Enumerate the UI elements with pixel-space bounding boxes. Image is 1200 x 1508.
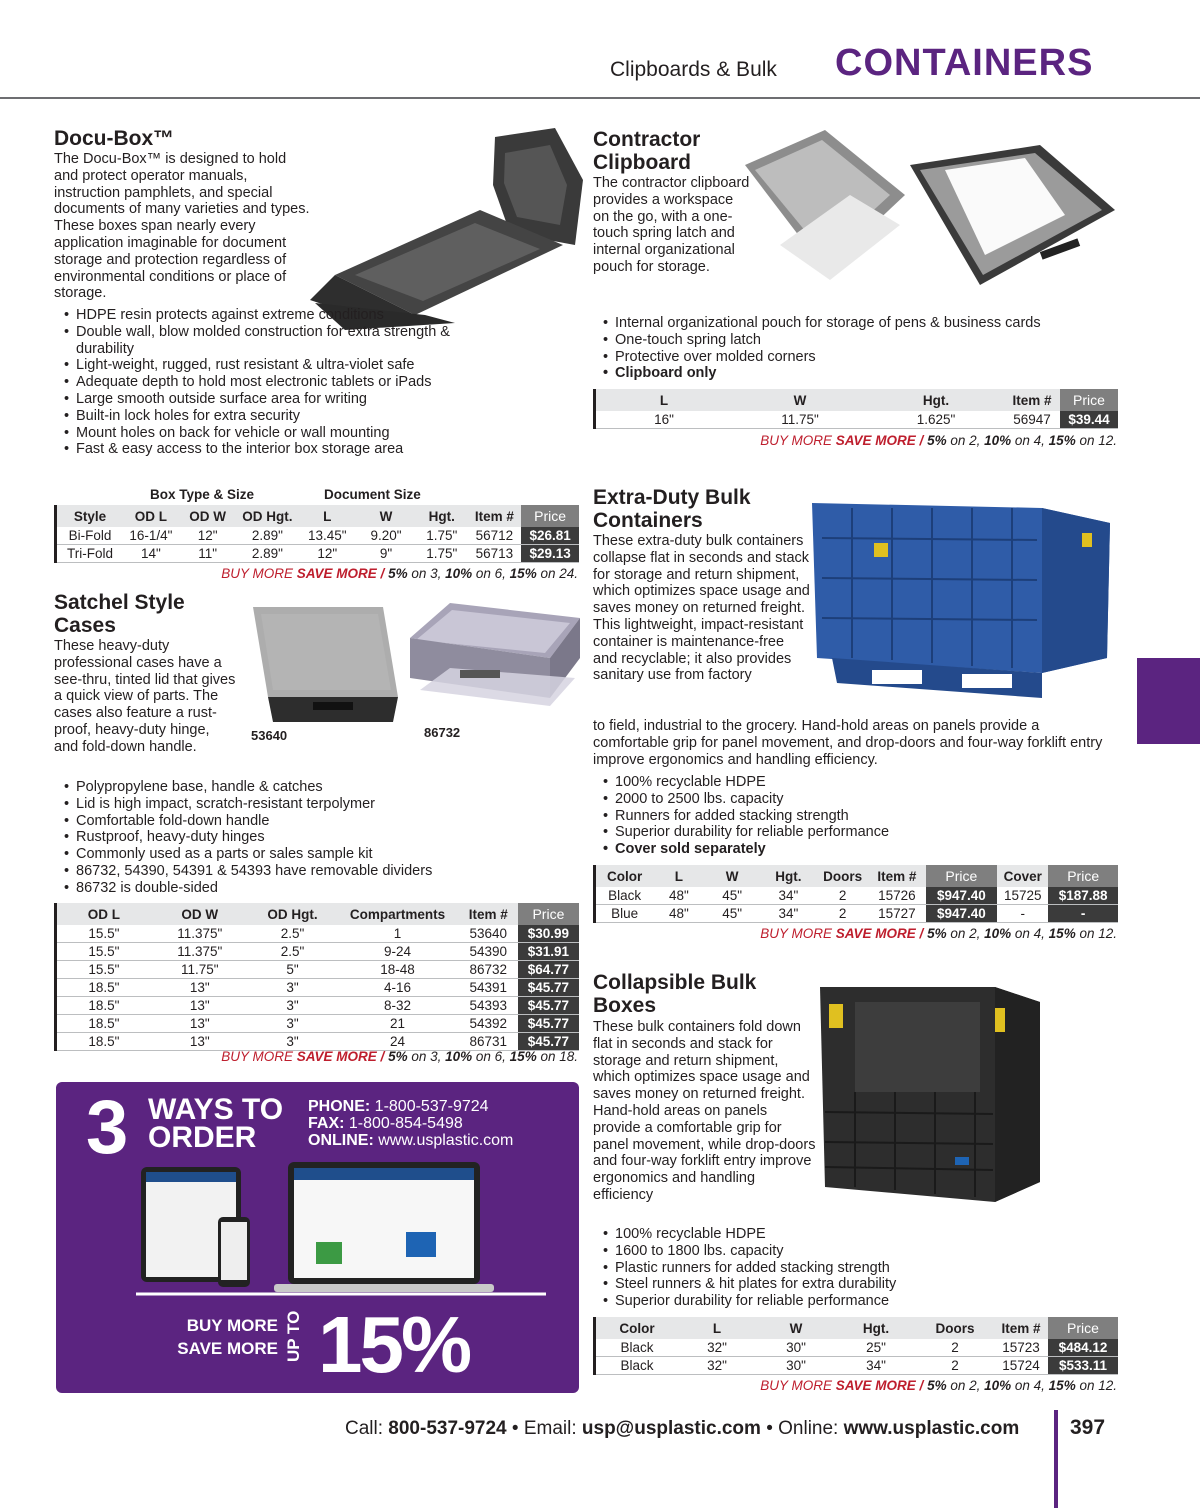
promo-text: 5% (927, 926, 947, 941)
cell: 18.5" (88, 980, 120, 995)
col-header: OD L (134, 508, 167, 524)
promo-text: on 12. (1075, 1378, 1117, 1393)
cell: 2.89" (251, 528, 283, 543)
feature-item: • Built-in lock holes for extra security (54, 408, 494, 425)
feature-item: • Cover sold separately (593, 841, 1113, 858)
cell: 11.75" (180, 962, 219, 977)
col-header: Item # (468, 906, 508, 922)
cell: 16-1/4" (129, 528, 173, 543)
phone-label: PHONE: (308, 1098, 371, 1115)
promo-text: 5% (927, 433, 947, 448)
cell: Blue (611, 906, 639, 921)
case-86732-image (410, 598, 580, 728)
table-row (57, 545, 579, 563)
footer-web-link[interactable]: www.usplastic.com (843, 1418, 1020, 1439)
promo-text: 15% (509, 566, 537, 581)
promo-text: 10% (984, 1378, 1012, 1393)
cell: 13" (189, 1016, 210, 1031)
satchel-title: Satchel Style Cases (54, 591, 185, 637)
cell: 18-48 (380, 962, 415, 977)
col-header: Cover (1003, 868, 1042, 884)
promo-text: 15% (1048, 1378, 1076, 1393)
cell: 30" (786, 1358, 806, 1373)
docubox-desc: The Docu-Box™ is designed to hold and protect operator manuals, instruction pamphlets, and special documents of many varieties and types. These boxes span nearly every application imaginable for document storage and protection regardless of environmental conditions or place of storage. (54, 151, 310, 302)
phone-value: 1-800-537-9724 (370, 1098, 489, 1115)
promo-text: on 2, (946, 926, 985, 941)
ways-to-order-banner (56, 1082, 579, 1393)
cell: 30" (786, 1340, 806, 1355)
promo-text: SAVE MORE / (296, 566, 389, 581)
cell: 15724 (1002, 1358, 1040, 1373)
footer-contact (345, 1418, 1019, 1440)
cell: 45" (722, 906, 743, 921)
order-number: 3 (86, 1085, 129, 1170)
price-cell: $64.77 (518, 961, 579, 979)
promo-text: BUY MORE (221, 1049, 297, 1064)
table-group-label: Box Type & Size (150, 487, 255, 502)
feature-item: • Commonly used as a parts or sales sample kit (54, 846, 494, 863)
cell: 53640 (469, 926, 508, 941)
cell: 9.20" (370, 528, 402, 543)
price-cell: $187.88 (1048, 887, 1118, 905)
promo-text: 15% (509, 1049, 537, 1064)
table-row (57, 979, 579, 997)
price-cell: $30.99 (518, 925, 579, 943)
promo-text: on 2, (946, 433, 985, 448)
cell: 24 (390, 1034, 406, 1049)
cell: 14" (140, 546, 161, 561)
feature-item: • HDPE resin protects against extreme conditions (54, 307, 494, 324)
price-cell: $45.77 (518, 979, 579, 997)
promo-text: on 12. (1075, 926, 1117, 941)
promo-text: 15% (1048, 926, 1076, 941)
extraduty-features (593, 774, 1113, 858)
promo-text: on 4, (1011, 926, 1049, 941)
feature-item: • Lid is high impact, scratch-resistant terpolymer (54, 796, 494, 813)
clipboard-table-wrap (593, 389, 1118, 429)
cell: 54392 (469, 1016, 508, 1031)
col-header: L (674, 868, 684, 884)
satchel-desc: These heavy-duty professional cases have a see-thru, tinted lid that gives a quick view of parts. The cases also feature a rust-proof, heavy-duty hinge, and fold-down handle. (54, 638, 236, 755)
promo-text: SAVE MORE / (835, 1378, 928, 1393)
col-header: OD Hgt. (242, 508, 293, 524)
cell: 15.5" (88, 944, 120, 959)
docubox-title: Docu-Box™ (54, 127, 175, 150)
cell: 15725 (1004, 888, 1042, 903)
cell: 2 (951, 1340, 959, 1355)
cell: 15727 (878, 906, 916, 921)
table-row (596, 905, 1118, 923)
col-header: W (793, 392, 807, 408)
save-text: SAVE MORE (177, 1339, 278, 1358)
price-cell: $29.13 (521, 545, 579, 563)
feature-item: • Protective over molded corners (593, 349, 1113, 366)
feature-item: • Superior durability for reliable performance (593, 824, 1113, 841)
docubox-image (305, 125, 585, 330)
cell: Black (608, 888, 642, 903)
promo-text: SAVE MORE / (835, 433, 928, 448)
promo-text: 10% (984, 433, 1012, 448)
promo-text: on 4, (1011, 1378, 1049, 1393)
cell: 1.625" (916, 412, 956, 427)
price-cell: $947.40 (926, 887, 998, 905)
col-header: Item # (877, 868, 917, 884)
feature-item: • Plastic runners for added stacking strength (593, 1260, 1113, 1277)
cell: - (1020, 906, 1026, 921)
feature-item: • Steel runners & hit plates for extra durability (593, 1276, 1113, 1293)
cell: 2 (951, 1358, 959, 1373)
clipboard-desc: The contractor clipboard provides a workspace on the go, with a one-touch spring latch and internal organizational pouch for storage. (593, 175, 750, 275)
order-ways: WAYS TO (148, 1093, 284, 1126)
cell: 86731 (469, 1034, 508, 1049)
feature-item: • Clipboard only (593, 365, 1113, 382)
cell: 3" (286, 998, 299, 1013)
cell: 15.5" (88, 926, 120, 941)
cell: 1.75" (426, 528, 458, 543)
cell: 2.5" (280, 944, 305, 959)
promo-text: on 3, (407, 1049, 446, 1064)
feature-item: • Internal organizational pouch for storage of pens & business cards (593, 315, 1113, 332)
col-header: Compartments (349, 906, 446, 922)
collapsible-features (593, 1226, 1113, 1310)
cell: 11" (198, 546, 217, 561)
collapsible-table-wrap (593, 1317, 1118, 1375)
cell: 3" (286, 980, 299, 995)
online-value: www.usplastic.com (373, 1132, 514, 1149)
cell: 3" (286, 1034, 299, 1049)
extraduty-desc-cont: to field, industrial to the grocery. Hand-hold areas on panels provide a comfortable grip for panel movement, and drop-doors and four-way forklift entry improve ergonomics and handling efficiency. (593, 718, 1103, 768)
cell: 54393 (469, 998, 508, 1013)
footer-divider (1054, 1410, 1058, 1508)
footer-phone-link[interactable]: 800-537-9724 (388, 1418, 507, 1439)
page-number: 397 (1070, 1416, 1106, 1439)
satchel-features (54, 779, 494, 897)
table-row (57, 925, 579, 943)
cell: 48" (668, 906, 689, 921)
cell: Black (620, 1340, 654, 1355)
cell: 13.45" (307, 528, 347, 543)
table-row (57, 961, 579, 979)
cell: 18.5" (88, 998, 120, 1013)
promo-text: 10% (445, 566, 473, 581)
cell: 15723 (1002, 1340, 1040, 1355)
feature-item: • Runners for added stacking strength (593, 808, 1113, 825)
footer-email-link[interactable]: usp@usplastic.com (581, 1418, 761, 1439)
clipboard-title: Contractor Clipboard (593, 128, 701, 174)
col-header: L (712, 1320, 722, 1336)
feature-item: • Fast & easy access to the interior box storage area (54, 441, 494, 458)
table-row (596, 411, 1118, 429)
header-rule (0, 97, 1200, 99)
cell: 2 (838, 888, 847, 903)
volume-discount (593, 433, 1117, 448)
col-header: OD W (181, 906, 219, 922)
devices-image (136, 1162, 546, 1297)
promo-text: BUY MORE (221, 566, 297, 581)
cell: 1.75" (426, 546, 458, 561)
extraduty-container-image (812, 498, 1112, 698)
col-header: Hgt. (862, 1320, 890, 1336)
cell: 34" (778, 888, 799, 903)
col-header: Doors (935, 1320, 975, 1336)
price-cell: $533.11 (1048, 1357, 1118, 1375)
col-header: Price (521, 505, 579, 527)
cell: 5" (286, 962, 299, 977)
cell: 56713 (475, 546, 514, 561)
collapsible-price-table (596, 1317, 1118, 1375)
table-row (596, 1357, 1118, 1375)
promo-text: on 6, (472, 566, 510, 581)
feature-item: • Superior durability for reliable performance (593, 1293, 1113, 1310)
col-header: Hgt. (775, 868, 802, 884)
feature-item: • 100% recyclable HDPE (593, 774, 1113, 791)
col-header: Price (926, 865, 998, 887)
col-header: Item # (474, 508, 514, 524)
cell: 12" (317, 546, 338, 561)
price-cell: $45.77 (518, 997, 579, 1015)
promo-text: on 12. (1075, 433, 1117, 448)
table-row (57, 943, 579, 961)
cell: 18.5" (88, 1016, 120, 1031)
case-label: 53640 (251, 728, 288, 743)
up-to-label: UP TO (284, 1310, 303, 1362)
feature-item: • Rustproof, heavy-duty hinges (54, 829, 494, 846)
col-header: W (789, 1320, 803, 1336)
promo-text: 10% (445, 1049, 473, 1064)
feature-item: • One-touch spring latch (593, 332, 1113, 349)
table-row (596, 1339, 1118, 1357)
table-row (57, 1015, 579, 1033)
col-header: W (725, 868, 739, 884)
cell: 25" (866, 1340, 886, 1355)
volume-discount (54, 1049, 578, 1064)
cell: 8-32 (384, 998, 412, 1013)
cell: 54391 (469, 980, 508, 995)
cell: 86732 (469, 962, 508, 977)
col-header: Style (73, 508, 107, 524)
cell: 13" (189, 980, 210, 995)
cell: 2 (838, 906, 847, 921)
cell: 12" (197, 528, 218, 543)
cell: 2.5" (280, 926, 305, 941)
cell: 54390 (469, 944, 508, 959)
cell: 9" (379, 546, 393, 561)
footer-text: Call: (345, 1418, 389, 1439)
cell: 9-24 (384, 944, 412, 959)
cell: Bi-Fold (68, 528, 112, 543)
table-row (57, 1033, 579, 1051)
online-label: ONLINE: (308, 1132, 374, 1149)
price-cell: $31.91 (518, 943, 579, 961)
col-header: Item # (1012, 392, 1052, 408)
section-subtitle: Clipboards & Bulk (610, 58, 777, 81)
promo-text: on 24. (536, 566, 578, 581)
col-header: Doors (823, 868, 863, 884)
cell: 1 (393, 926, 402, 941)
price-cell: $26.81 (521, 527, 579, 545)
cell: 34" (866, 1358, 886, 1373)
promo-text: on 2, (946, 1378, 985, 1393)
satchel-price-table (57, 903, 579, 1051)
collapsible-box-image (815, 982, 1045, 1214)
col-header: OD W (189, 508, 226, 524)
promo-text: 10% (984, 926, 1012, 941)
price-cell: $484.12 (1048, 1339, 1118, 1357)
col-header: Price (1048, 1317, 1118, 1339)
collapsible-desc: These bulk containers fold down flat in seconds and stack for storage and return shipment, which optimizes space usage and saves money on returned freight. Hand-hold areas on panels provide a comfortable grip for panel movement, while drop-doors and four-way forklift entry improve ergonomics and handling efficiency (593, 1019, 816, 1203)
fax-value: 1-800-854-5498 (344, 1115, 463, 1132)
cell: 45" (722, 888, 743, 903)
cell: 21 (390, 1016, 406, 1031)
cell: 18.5" (88, 1034, 120, 1049)
docubox-price-table (57, 505, 579, 563)
feature-item: • Adequate depth to hold most electronic tablets or iPads (54, 374, 494, 391)
promo-text: BUY MORE (760, 433, 836, 448)
cell: 32" (707, 1358, 727, 1373)
feature-item: • Large smooth outside surface area for writing (54, 391, 494, 408)
col-header: W (379, 508, 393, 524)
col-header: L (323, 508, 332, 524)
promo-text: 5% (388, 1049, 408, 1064)
feature-item: • 2000 to 2500 lbs. capacity (593, 791, 1113, 808)
promo-text: BUY MORE (760, 1378, 836, 1393)
cell: 16" (654, 412, 674, 427)
price-cell: - (1048, 905, 1118, 923)
clipboard-image (740, 125, 1120, 305)
price-cell: $947.40 (926, 905, 998, 923)
table-row (596, 887, 1118, 905)
cell: 2.89" (251, 546, 283, 561)
col-header: Item # (1001, 1320, 1041, 1336)
order-phone[interactable] (308, 1098, 578, 1115)
price-cell: $45.77 (518, 1033, 579, 1051)
docubox-table-wrap (54, 505, 579, 563)
col-header: Price (1048, 865, 1118, 887)
order-order: ORDER (148, 1121, 257, 1154)
feature-item: • 100% recyclable HDPE (593, 1226, 1113, 1243)
extraduty-price-table (596, 865, 1118, 923)
satchel-table-wrap (54, 903, 579, 1051)
cell: 15726 (878, 888, 916, 903)
volume-discount (593, 926, 1117, 941)
cell: 34" (778, 906, 799, 921)
cell: 13" (189, 998, 210, 1013)
col-header: Color (607, 868, 643, 884)
order-online[interactable] (308, 1132, 578, 1149)
col-header: L (659, 392, 669, 408)
fax-label: FAX: (308, 1115, 345, 1132)
footer-text: • Online: (760, 1418, 844, 1439)
feature-item: • Double wall, blow molded construction for extra strength & durability (54, 324, 494, 358)
feature-item: • 86732, 54390, 54391 & 54393 have removable dividers (54, 863, 494, 880)
extraduty-desc: These extra-duty bulk containers collapse flat in seconds and stack for storage and return shipment, which optimizes space usage and saves money on returned freight. This lightweight, impact-resistant container is maintenance-free and recyclable; it also provides sanitary use from factory (593, 533, 810, 684)
cell: 15.5" (88, 962, 120, 977)
col-header: OD Hgt. (267, 906, 318, 922)
price-cell: $45.77 (518, 1015, 579, 1033)
col-header: Color (619, 1320, 655, 1336)
cell: 3" (286, 1016, 299, 1031)
order-fax[interactable] (308, 1115, 578, 1132)
promo-text: SAVE MORE / (296, 1049, 389, 1064)
side-tab (1137, 658, 1200, 744)
table-row (57, 527, 579, 545)
feature-item: • Mount holes on back for vehicle or wall mounting (54, 425, 494, 442)
extraduty-table-wrap (593, 865, 1118, 923)
cell: Tri-Fold (67, 546, 113, 561)
buy-text: BUY MORE (186, 1316, 278, 1335)
cell: 4-16 (384, 980, 412, 995)
price-cell: $39.44 (1060, 411, 1118, 429)
promo-text: 5% (388, 566, 408, 581)
promo-text: BUY MORE (760, 926, 836, 941)
cell: 48" (668, 888, 689, 903)
cell: 11.75" (781, 412, 819, 427)
col-header: Hgt. (922, 392, 950, 408)
collapsible-title: Collapsible Bulk Boxes (593, 971, 757, 1017)
cell: Black (620, 1358, 654, 1373)
cell: 13" (189, 1034, 210, 1049)
promo-text: 15% (1048, 433, 1076, 448)
cell: 56947 (1013, 412, 1051, 427)
feature-item: • 86732 is double-sided (54, 880, 494, 897)
section-title: CONTAINERS (835, 42, 1094, 84)
discount-percent: 15% (318, 1300, 470, 1389)
footer-text: • Email: (506, 1418, 582, 1439)
feature-item: • Light-weight, rugged, rust resistant & ultra-violet safe (54, 357, 494, 374)
extraduty-title: Extra-Duty Bulk Containers (593, 486, 751, 532)
promo-text: on 18. (536, 1049, 578, 1064)
col-header: Hgt. (428, 508, 455, 524)
table-group-label: Document Size (324, 487, 421, 502)
cell: 32" (707, 1340, 727, 1355)
cell: 11.375" (177, 926, 223, 941)
cell: 56712 (475, 528, 514, 543)
promo-text: on 6, (472, 1049, 510, 1064)
case-label: 86732 (424, 725, 461, 740)
case-53640-image (243, 602, 403, 727)
volume-discount (54, 566, 578, 581)
promo-text: 5% (927, 1378, 947, 1393)
promo-text: on 3, (407, 566, 446, 581)
buy-more-label (156, 1314, 278, 1360)
cell: 11.375" (177, 944, 223, 959)
promo-text: SAVE MORE / (835, 926, 928, 941)
col-header: Price (518, 903, 579, 925)
volume-discount (593, 1378, 1117, 1393)
clipboard-price-table (596, 389, 1118, 429)
docubox-features (54, 307, 494, 458)
clipboard-features (593, 315, 1113, 382)
feature-item: • 1600 to 1800 lbs. capacity (593, 1243, 1113, 1260)
promo-text: on 4, (1011, 433, 1049, 448)
order-contacts (308, 1098, 578, 1149)
col-header: Price (1060, 389, 1118, 411)
feature-item: • Polypropylene base, handle & catches (54, 779, 494, 796)
col-header: OD L (87, 906, 121, 922)
feature-item: • Comfortable fold-down handle (54, 813, 494, 830)
table-row (57, 997, 579, 1015)
